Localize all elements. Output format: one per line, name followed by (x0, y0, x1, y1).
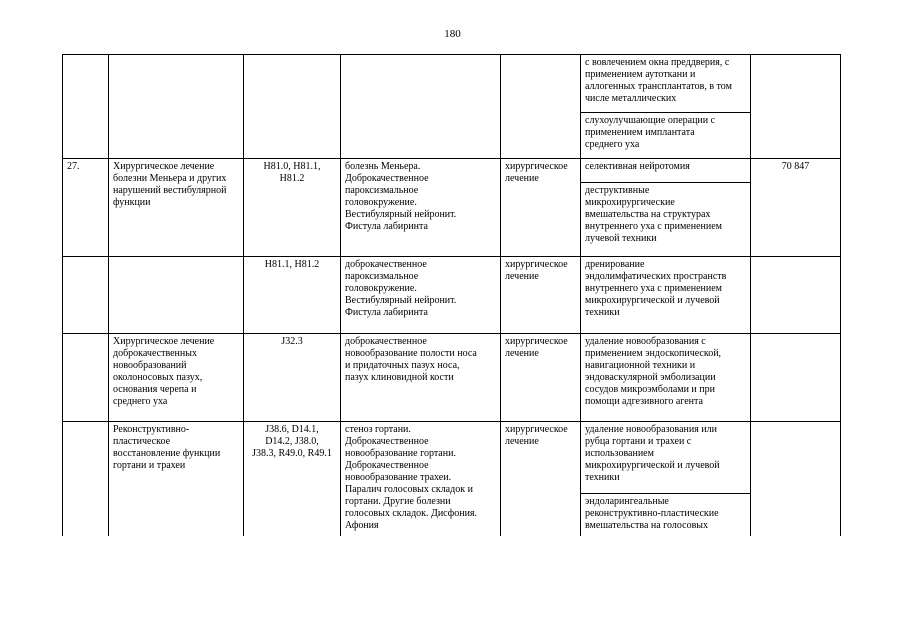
cell-text-line: J38.3, R49.0, R49.1 (252, 448, 332, 459)
cost-cell (751, 55, 841, 159)
cell-text-line: лечение (505, 348, 539, 359)
cell-text-line: H81.2 (279, 173, 305, 184)
cell-text-line: лечение (505, 173, 539, 184)
cell-text-line: D14.2, J38.0, (265, 436, 319, 447)
page-number: 180 (444, 28, 461, 40)
cell-text-line: удаление новообразования или (585, 424, 718, 435)
treatment-type-cell (501, 55, 581, 159)
treatment-method-cell (581, 334, 751, 422)
cell-text-line: пароксизмальное (345, 185, 419, 196)
cell-text-line: внутреннего уха с применением (585, 221, 722, 232)
cell-text-line: Доброкачественное (345, 460, 429, 471)
cell-text-line: микрохирургической и лучевой (585, 295, 720, 306)
cell-text-line: Вестибулярный нейронит. (345, 209, 457, 220)
cell-text-line: применением имплантата (585, 127, 695, 138)
cell-text-line: головокружение. (345, 283, 417, 294)
cell-text-line: голосовых складок. Дисфония. (345, 508, 478, 519)
icd-codes-cell (244, 257, 341, 334)
cell-text-line: микрохирургической и лучевой (585, 460, 720, 471)
cell-text-line: хирургическое (505, 259, 568, 270)
cell-text-line: хирургическое (505, 424, 568, 435)
cell-text-line: вмешательства на структурах (585, 209, 711, 220)
cell-text-line: хирургическое (505, 161, 568, 172)
cost-cell (751, 334, 841, 422)
cell-text-line: новообразование трахеи. (345, 472, 452, 483)
cell-text-line: функции (113, 197, 151, 208)
procedure-name-cell (109, 334, 244, 422)
diagnosis-cell (341, 159, 501, 257)
cell-text-line: среднего уха (113, 396, 168, 407)
cell-text-line: восстановление функции (113, 448, 221, 459)
treatment-method-cell (581, 55, 751, 113)
cell-text-line: новообразование гортани. (345, 448, 456, 459)
cell-text-line: рубца гортани и трахеи с (585, 436, 692, 447)
icd-codes-cell (244, 334, 341, 422)
cell-text-line: новообразований (113, 360, 187, 371)
treatment-type-cell (501, 257, 581, 334)
cell-text-line: J38.6, D14.1, (265, 424, 319, 435)
cell-text-line: помощи адгезивного агента (585, 396, 703, 407)
cell-text-line: техники (585, 307, 620, 318)
treatment-method-cell (581, 257, 751, 334)
cell-text-line: Фистула лабиринта (345, 307, 428, 318)
cell-text-line: вмешательства на голосовых (585, 520, 709, 531)
table-row (63, 55, 841, 113)
procedure-name-cell (109, 257, 244, 334)
cell-text-line: Афония (345, 520, 379, 531)
row-number-cell (63, 334, 109, 422)
diagnosis-cell (341, 257, 501, 334)
treatment-method-cell (581, 422, 751, 494)
cell-text-line: Фистула лабиринта (345, 221, 428, 232)
cell-text-line: H81.1, H81.2 (264, 259, 320, 270)
cell-text-line: пластическое (113, 436, 171, 447)
treatment-method-cell (581, 183, 751, 257)
cell-text-line: околоносовых пазух, (113, 372, 203, 383)
diagnosis-cell (341, 334, 501, 422)
treatment-table (62, 54, 841, 536)
cost-cell (751, 422, 841, 537)
cell-text-line: болезнь Меньера. (345, 161, 421, 172)
cell-text-line: основания черепа и (113, 384, 197, 395)
treatment-method-cell (581, 494, 751, 537)
procedure-name-cell (109, 422, 244, 537)
row-number-cell (63, 159, 109, 257)
table-row (63, 159, 841, 183)
treatment-method-cell (581, 113, 751, 159)
cell-text-line: J32.3 (281, 336, 303, 347)
cell-text-line: доброкачественных (113, 348, 197, 359)
cell-text-line: техники (585, 472, 620, 483)
cell-text-line: внутреннего уха с применением (585, 283, 722, 294)
cell-text-line: удаление новообразования с (585, 336, 706, 347)
cell-text-line: доброкачественное (345, 336, 427, 347)
cell-text-line: эндолимфатических пространств (585, 271, 727, 282)
icd-codes-cell (244, 159, 341, 257)
cell-text-line: лечение (505, 271, 539, 282)
cost-value: 70 847 (781, 161, 810, 172)
diagnosis-cell (341, 55, 501, 159)
cell-text-line: лечение (505, 436, 539, 447)
cell-text-line: хирургическое (505, 336, 568, 347)
cell-text-line: среднего уха (585, 139, 640, 150)
cell-text-line: лучевой техники (585, 233, 657, 244)
cell-text: 27. (67, 161, 80, 172)
cell-text-line: Вестибулярный нейронит. (345, 295, 457, 306)
treatment-type-cell (501, 159, 581, 257)
cost-cell (751, 159, 841, 257)
cell-text-line: гортани. Другие болезни (345, 496, 451, 507)
cell-text-line: слухоулучшающие операции с (585, 115, 716, 126)
table-row (63, 257, 841, 334)
cell-text-line: пазух клиновидной кости (345, 372, 454, 383)
cell-text-line: сосудов микроэмболами и при (585, 384, 715, 395)
cell-text-line: доброкачественное (345, 259, 427, 270)
table-row (63, 334, 841, 422)
cell-text-line: с вовлечением окна преддверия, с (585, 57, 730, 68)
cell-text-line: селективная нейротомия (585, 161, 690, 172)
cell-text-line: применением эндоскопической, (585, 348, 722, 359)
cell-text-line: болезни Меньера и других (113, 173, 227, 184)
cell-text-line: Хирургическое лечение (113, 336, 215, 347)
row-number-cell (63, 257, 109, 334)
treatment-method-cell (581, 159, 751, 183)
cell-text-line: H81.0, H81.1, (263, 161, 321, 172)
cell-text-line: навигационной техники и (585, 360, 696, 371)
cell-text-line: числе металлических (585, 93, 677, 104)
cost-cell (751, 257, 841, 334)
cell-text-line: использованием (585, 448, 654, 459)
treatment-type-cell (501, 422, 581, 537)
cell-text-line: аллогенных трансплантатов, в том (585, 81, 732, 92)
cell-text-line: дренирование (585, 259, 645, 270)
cell-text-line: эндоларингеальные (585, 496, 669, 507)
cell-text-line: пароксизмальное (345, 271, 419, 282)
cell-text-line: Доброкачественное (345, 436, 429, 447)
table-row (63, 422, 841, 494)
procedure-name-cell (109, 159, 244, 257)
treatment-type-cell (501, 334, 581, 422)
procedure-name-cell (109, 55, 244, 159)
icd-codes-cell (244, 55, 341, 159)
cell-text-line: Реконструктивно- (113, 424, 190, 435)
icd-codes-cell (244, 422, 341, 537)
cell-text-line: Паралич голосовых складок и (345, 484, 473, 495)
cell-text-line: стеноз гортани. (345, 424, 411, 435)
row-number-cell (63, 422, 109, 537)
cell-text-line: эндоваскулярной эмболизации (585, 372, 716, 383)
row-number-cell (63, 55, 109, 159)
cell-text-line: гортани и трахеи (113, 460, 186, 471)
cell-text-line: Хирургическое лечение (113, 161, 215, 172)
cell-text-line: нарушений вестибулярной (113, 185, 227, 196)
cell-text-line: реконструктивно-пластические (585, 508, 719, 519)
cell-text-line: головокружение. (345, 197, 417, 208)
cell-text-line: применением аутоткани и (585, 69, 696, 80)
cell-text-line: Доброкачественное (345, 173, 429, 184)
cell-text-line: и придаточных пазух носа, (345, 360, 460, 371)
cell-text-line: новообразование полости носа (345, 348, 477, 359)
cell-text-line: деструктивные (585, 185, 650, 196)
diagnosis-cell (341, 422, 501, 537)
cell-text-line: микрохирургические (585, 197, 675, 208)
